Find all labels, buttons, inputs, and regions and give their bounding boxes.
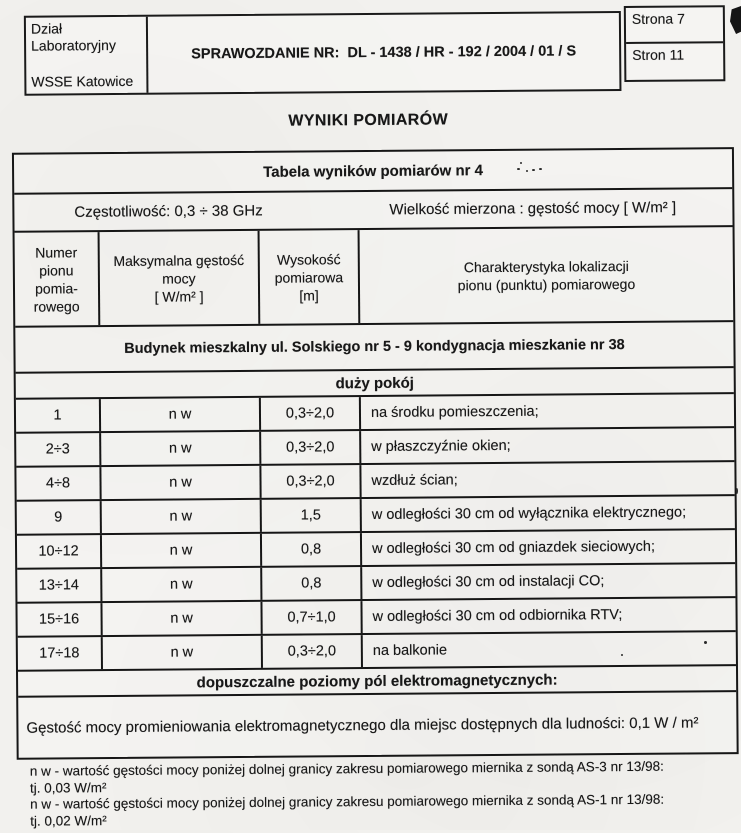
- cell-max-density: n w: [102, 500, 262, 533]
- measurement-conditions-row: [14, 189, 732, 233]
- organization-name: WSSE Katowice: [31, 72, 134, 90]
- footnote-line: tj. 0,03 W/m²: [29, 779, 107, 796]
- room-section-header: duży pokój: [16, 368, 734, 400]
- page-title: WYNIKI POMIARÓW: [288, 111, 449, 130]
- footnotes: [30, 758, 730, 829]
- table-caption: Tabela wyników pomiarów nr 4: [14, 149, 732, 195]
- cell-max-density: n w: [102, 568, 262, 601]
- column-header-density: Maksymalna gęstość mocy [ W/m² ]: [100, 231, 261, 325]
- table-row: [16, 462, 734, 502]
- cell-pion-number: 2÷3: [16, 433, 101, 466]
- column-header-height: Wysokość pomiarowa [m]: [260, 230, 361, 324]
- scan-speck: [704, 641, 707, 644]
- cell-measure-height: 0,8: [262, 533, 362, 566]
- table-row: [18, 632, 736, 672]
- page-current: Strona 7: [626, 7, 723, 44]
- column-header-row: [15, 227, 734, 328]
- cell-pion-number: 17÷18: [18, 637, 103, 670]
- report-header: [24, 11, 622, 96]
- scan-speck: [621, 654, 623, 656]
- table-row: [16, 394, 734, 434]
- cell-pion-number: 9: [17, 501, 102, 534]
- cell-location-desc: wzdłuż ścian;: [371, 472, 458, 489]
- page-number-box: [624, 5, 726, 82]
- table-row: [17, 496, 735, 536]
- table-row: [17, 598, 735, 638]
- report-number-value: DL - 1438 / HR - 192 / 2004 / 01 / S: [347, 43, 577, 62]
- cell-measure-height: 0,3÷2,0: [261, 431, 361, 464]
- table-row: [17, 530, 735, 570]
- cell-pion-number: 4÷8: [16, 467, 101, 500]
- limits-header: dopuszczalne poziomy pól elektromagnetycznych:: [18, 666, 736, 698]
- cell-measure-height: 0,3÷2,0: [263, 635, 363, 668]
- footnote-line: n w - wartość gęstości mocy poniżej dolnej granicy zakresu pomiarowego miernika z sondą AS-1 nr 13/98:: [29, 791, 665, 812]
- scan-speck: [526, 170, 528, 172]
- cell-pion-number: 15÷16: [17, 603, 102, 636]
- scan-speck: [532, 169, 535, 171]
- results-table: [12, 147, 739, 760]
- cell-max-density: n w: [101, 398, 261, 431]
- report-number-cell: [148, 13, 620, 93]
- frequency-label: Częstotliwość: 0,3 ÷ 38 GHz: [74, 202, 263, 221]
- cell-measure-height: 1,5: [262, 499, 362, 532]
- limits-value: Gęstość mocy promieniowania elektromagnetycznego dla miejsc dostępnych dla ludności: 0,1 W / m²: [26, 713, 699, 737]
- cell-max-density: n w: [101, 432, 261, 465]
- cell-measure-height: 0,3÷2,0: [261, 465, 361, 498]
- cell-max-density: n w: [101, 466, 261, 499]
- scan-speck: [736, 488, 738, 494]
- cell-measure-height: 0,7÷1,0: [262, 601, 362, 634]
- department-name: Dział Laboratoryjny: [30, 20, 116, 54]
- cell-location-desc: w płaszczyźnie okien;: [371, 437, 511, 455]
- cell-location-desc: na balkonie: [372, 642, 448, 659]
- footnote-line: n w - wartość gęstości mocy poniżej dolnej granicy zakresu pomiarowego miernika z sondą AS-3 nr 13/98:: [29, 758, 664, 779]
- cell-location-desc: w odległości 30 cm od instalacji CO;: [372, 573, 605, 591]
- cell-max-density: n w: [102, 534, 262, 567]
- cell-measure-height: 0,3÷2,0: [261, 397, 361, 430]
- cell-location-desc: w odległości 30 cm od odbiornika RTV;: [372, 607, 623, 625]
- scan-speck: [517, 168, 520, 170]
- cell-location-desc: w odległości 30 cm od gniazdek sieciowych;: [371, 538, 656, 557]
- building-section-header: Budynek mieszkalny ul. Solskiego nr 5 - 9 kondygnacja mieszkanie nr 38: [15, 322, 733, 374]
- pages-total: Stron 11: [632, 46, 685, 63]
- cell-location-desc: na środku pomieszczenia;: [370, 403, 539, 421]
- footnote-line: tj. 0,02 W/m²: [30, 812, 107, 829]
- column-header-location: Charakterystyka lokalizacji pionu (punktu) pomiarowego: [457, 257, 636, 293]
- scan-speck: [539, 168, 542, 170]
- measured-quantity-label: Wielkość mierzona : gęstość mocy [ W/m² ]: [389, 199, 677, 219]
- table-row: [17, 564, 735, 604]
- scan-speck: [520, 162, 522, 164]
- cell-location-desc: w odległości 30 cm od wyłącznika elektrycznego;: [371, 504, 687, 523]
- cell-pion-number: 1: [16, 399, 101, 432]
- cell-max-density: n w: [103, 636, 263, 669]
- table-row: [16, 428, 734, 468]
- cell-measure-height: 0,8: [262, 567, 362, 600]
- department-cell: [26, 17, 149, 94]
- report-number-label: SPRAWOZDANIE NR:: [191, 45, 340, 63]
- cell-max-density: n w: [102, 602, 262, 635]
- column-header-pion: Numer pionu pomia- rowego: [15, 232, 101, 326]
- cell-pion-number: 13÷14: [17, 569, 102, 602]
- cell-pion-number: 10÷12: [17, 535, 102, 568]
